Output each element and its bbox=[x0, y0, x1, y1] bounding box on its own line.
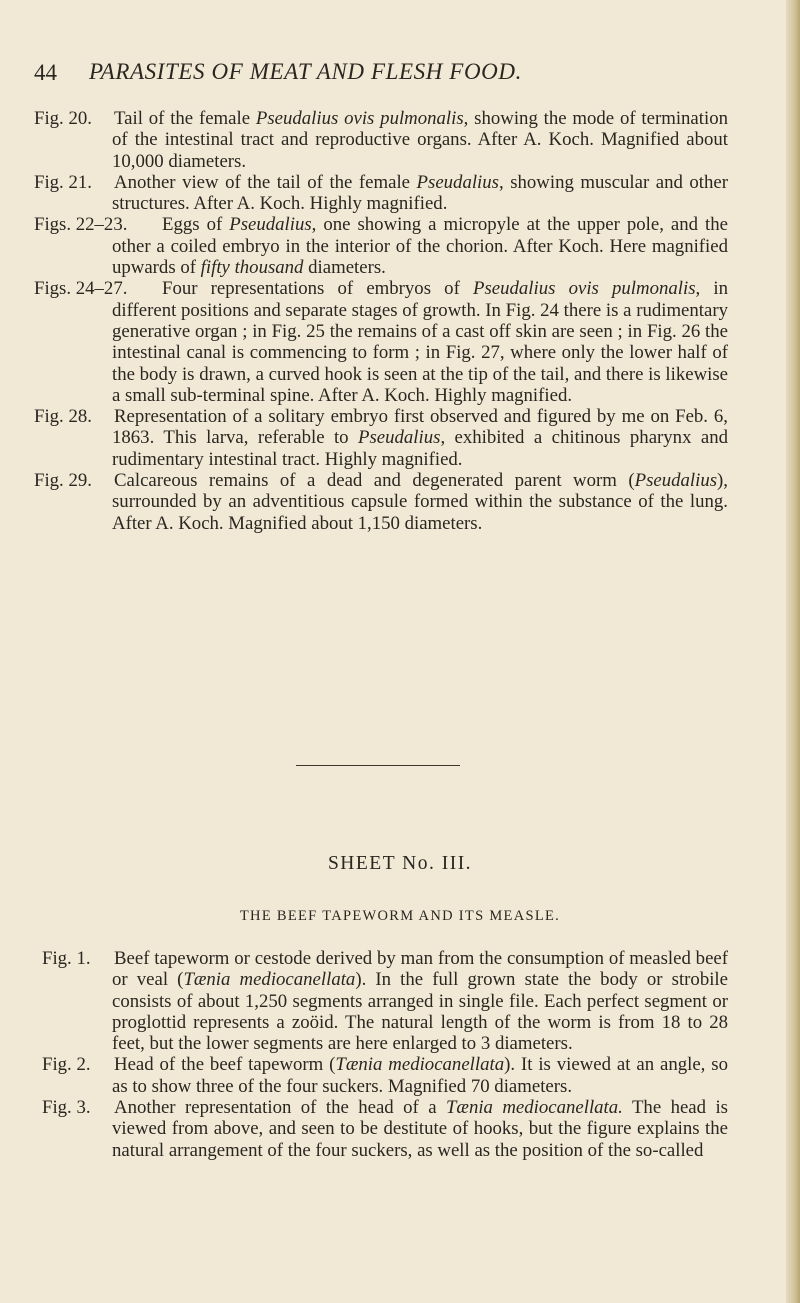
text-run: Beef tapeworm or cestode derived by man from the consumption of measled beef or veal ( bbox=[112, 948, 728, 991]
italic-term: Tænia mediocanellata bbox=[183, 969, 356, 991]
figure-entry bbox=[0, 172, 800, 215]
text-run: , one showing a micropyle at the upper pole, and the other a coiled embryo in the interior of the chorion. After Koch. Here magnified upwards of bbox=[112, 214, 728, 279]
figure-label: Fig. 21. bbox=[34, 171, 92, 193]
figure-label: Fig. 20. bbox=[34, 108, 92, 129]
text-run: Head of the beef tapeworm ( bbox=[114, 1054, 336, 1076]
running-title: PARASITES OF MEAT AND FLESH FOOD. bbox=[89, 59, 522, 84]
text-run: diameters. bbox=[303, 257, 386, 279]
text-run: Calcareous remains of a dead and degenerated parent worm ( bbox=[114, 470, 635, 492]
italic-term: Tænia mediocanellata bbox=[335, 1054, 505, 1076]
figure-description bbox=[112, 470, 728, 534]
figure-entry bbox=[0, 1054, 800, 1097]
figure-entry bbox=[0, 470, 800, 534]
figure-descriptions-part1 bbox=[0, 108, 800, 534]
figure-entry bbox=[0, 1097, 800, 1161]
figure-label: Fig. 1. bbox=[42, 948, 91, 969]
figure-description bbox=[112, 108, 728, 172]
figure-description bbox=[112, 1054, 728, 1097]
text-run: Tail of the female bbox=[114, 108, 256, 129]
italic-term: fifty thousand bbox=[200, 257, 304, 279]
text-run: Another view of the tail of the female bbox=[114, 171, 417, 193]
figure-entry bbox=[0, 108, 800, 172]
figure-description bbox=[112, 406, 728, 470]
figure-label: Figs. 24–27. bbox=[34, 278, 128, 300]
figure-description bbox=[112, 278, 728, 406]
italic-term: Pseudalius bbox=[634, 470, 718, 492]
italic-term: Tænia mediocanellata. bbox=[445, 1097, 623, 1119]
italic-term: Pseudalius bbox=[416, 171, 499, 193]
italic-term: Pseudalius ovis pulmonalis bbox=[255, 108, 464, 129]
text-run: The head is viewed from above, and seen to be destitute of hooks, but the figure explains the natural arrangement of the four suckers, as well as the position of the so-called bbox=[112, 1097, 728, 1161]
italic-term: Pseudalius bbox=[358, 427, 441, 449]
text-run: , showing muscular and other structures. After A. Koch. Highly magnified. bbox=[112, 171, 728, 215]
text-run: , showing the mode of termination of the intestinal tract and reproductive organs. After A. Koch. Magnified about 10,000 diameters. bbox=[112, 108, 728, 172]
text-run: Representation of a solitary embryo first observed and figured by me on Feb. 6, 1863. This larva, referable to bbox=[112, 406, 728, 449]
italic-term: Pseudalius bbox=[229, 214, 312, 236]
text-run: ). It is viewed at an angle, so as to show three of the four suckers. Magnified 70 diameters. bbox=[112, 1054, 728, 1097]
text-run: Four representations of embryos of bbox=[162, 278, 473, 300]
figure-label: Fig. 28. bbox=[34, 406, 92, 428]
figure-label: Figs. 22–23. bbox=[34, 214, 128, 236]
section-divider bbox=[296, 765, 460, 766]
figure-description bbox=[112, 948, 728, 1054]
running-header bbox=[0, 56, 800, 96]
text-run: , exhibited a chitinous pharynx and rudimentary intestinal tract. Highly magnified. bbox=[112, 427, 729, 470]
figure-entry bbox=[0, 406, 800, 470]
sheet-subheading: THE BEEF TAPEWORM AND ITS MEASLE. bbox=[239, 908, 561, 924]
figure-entry bbox=[0, 278, 800, 406]
figure-entry bbox=[0, 948, 800, 1054]
figure-description bbox=[112, 214, 728, 278]
italic-term: Pseudalius ovis pulmonalis bbox=[473, 278, 696, 300]
text-run: ), surrounded by an adventitious capsule formed within the substance of the lung. After A. Koch. Magnified about 1,150 diameters. bbox=[112, 470, 728, 534]
figure-label: Fig. 2. bbox=[42, 1054, 91, 1076]
text-run: ). In the full grown state the body or strobile consists of about 1,250 segments arranged in single file. Each perfect segment or proglottid represents a zoöid. The natural length of the worm is from 18 to 28 feet, but the lower segments are here enlarged to 3 diameters. bbox=[112, 969, 728, 1055]
figure-label: Fig. 3. bbox=[42, 1097, 91, 1119]
figure-description bbox=[112, 172, 728, 215]
page-number: 44 bbox=[34, 60, 57, 85]
sheet-heading: SHEET No. III. bbox=[327, 853, 473, 874]
figure-descriptions-part2 bbox=[0, 948, 800, 1161]
figure-entry bbox=[0, 214, 800, 278]
text-run: , in different positions and separate stages of growth. In Fig. 24 there is a rudimentary generative organ ; in Fig. 25 the remains of a cast off skin are seen ; in Fig. 26 the intestinal canal is commencing to form ; in Fig. 27, where only the lower half of the body is drawn, a curved hook is seen at the tip of the tail, and there is likewise a small sub-terminal spine. After A. Koch. Highly magnified. bbox=[112, 278, 728, 406]
figure-label: Fig. 29. bbox=[34, 470, 92, 492]
text-run: Another representation of the head of a bbox=[114, 1097, 446, 1119]
text-run: Eggs of bbox=[162, 214, 230, 236]
figure-description bbox=[112, 1097, 728, 1161]
